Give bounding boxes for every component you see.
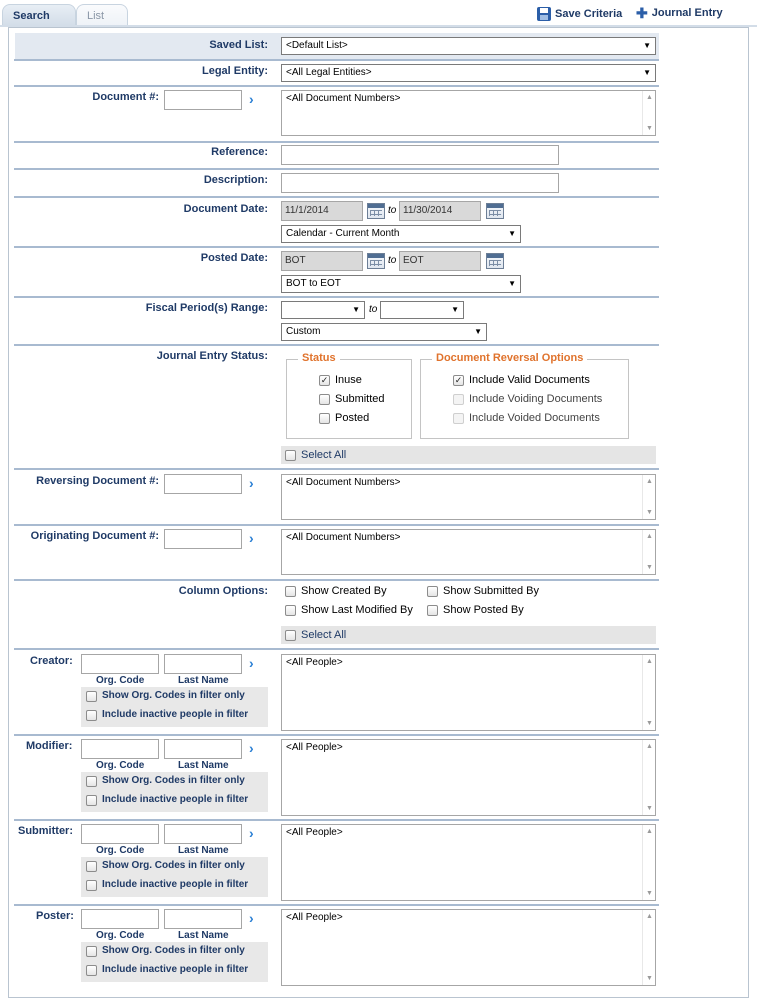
chevron-down-icon: ▼: [451, 305, 459, 314]
journal-entry-link[interactable]: [636, 7, 723, 19]
reversing-doc-input[interactable]: [164, 474, 242, 494]
to-label: to: [388, 205, 397, 216]
journal-entry-label: Journal Entry: [651, 7, 723, 19]
last-name-label: Last Name: [178, 760, 229, 771]
poster-org-code-input[interactable]: [81, 909, 159, 929]
divider: [14, 734, 659, 736]
divider: [14, 904, 659, 906]
posted-from-input[interactable]: BOT: [281, 251, 363, 271]
save-criteria-label: Save Criteria: [555, 8, 623, 20]
posted-checkbox[interactable]: [319, 413, 330, 424]
creator-include-inactive-checkbox[interactable]: [86, 710, 97, 721]
org-code-label: Org. Code: [96, 675, 145, 686]
status-legend: Status: [298, 352, 340, 364]
show-created-by-checkbox[interactable]: [285, 586, 296, 597]
save-criteria-link[interactable]: [537, 7, 622, 21]
posted-label: Posted: [335, 412, 370, 424]
creator-show-org-codes-checkbox[interactable]: [86, 691, 97, 702]
modifier-org-code-input[interactable]: [81, 739, 159, 759]
reversal-legend: Document Reversal Options: [432, 352, 587, 364]
columns-select-all-checkbox[interactable]: [285, 630, 296, 641]
columns-select-all-label: Select All: [301, 629, 347, 641]
divider: [14, 59, 659, 61]
reference-label: Reference:: [211, 146, 268, 158]
doc-date-range-select[interactable]: Calendar - Current Month ▼: [281, 225, 521, 243]
poster-include-inactive-label: Include inactive people in filter: [102, 964, 249, 975]
chevron-down-icon: ▼: [643, 68, 651, 77]
tab-search[interactable]: Search: [2, 4, 76, 26]
org-code-label: Org. Code: [96, 760, 145, 771]
reversing-doc-list[interactable]: <All Document Numbers> ▲ ▼: [281, 474, 656, 520]
originating-doc-input[interactable]: [164, 529, 242, 549]
submitter-include-inactive-checkbox[interactable]: [86, 880, 97, 891]
posted-range-select[interactable]: BOT to EOT ▼: [281, 275, 521, 293]
document-num-label: Document #:: [92, 91, 159, 103]
valid-docs-checkbox[interactable]: ✓: [454, 375, 463, 385]
chevron-down-icon: ▼: [474, 327, 482, 336]
divider: [14, 344, 659, 346]
save-icon: [537, 7, 551, 21]
arrow-right-icon[interactable]: ›: [249, 655, 254, 671]
inuse-checkbox[interactable]: ✓: [320, 375, 329, 385]
modifier-last-name-input[interactable]: [164, 739, 242, 759]
modifier-people-list[interactable]: <All People> ▲ ▼: [281, 739, 656, 816]
modifier-show-org-codes-checkbox[interactable]: [86, 776, 97, 787]
divider: [14, 246, 659, 248]
chevron-down-icon: ▼: [352, 305, 360, 314]
divider: [14, 468, 659, 470]
description-input[interactable]: [281, 173, 559, 193]
chevron-down-icon: ▼: [508, 279, 516, 288]
last-name-label: Last Name: [178, 675, 229, 686]
show-submitted-by-label: Show Submitted By: [443, 585, 539, 597]
show-posted-by-label: Show Posted By: [443, 604, 524, 616]
reversing-doc-label: Reversing Document #:: [36, 475, 159, 487]
divider: [14, 141, 659, 143]
chevron-down-icon: ▼: [508, 229, 516, 238]
voided-docs-label: Include Voided Documents: [469, 412, 600, 424]
legal-entity-label: Legal Entity:: [201, 65, 268, 77]
document-date-label: Document Date:: [183, 203, 268, 215]
posted-date-label: Posted Date:: [200, 252, 268, 264]
last-name-label: Last Name: [178, 930, 229, 941]
poster-last-name-input[interactable]: [164, 909, 242, 929]
modifier-show-org-codes-label: Show Org. Codes in filter only: [102, 775, 245, 786]
creator-last-name-input[interactable]: [164, 654, 242, 674]
submitter-include-inactive-label: Include inactive people in filter: [102, 879, 249, 890]
submitter-people-list[interactable]: <All People> ▲ ▼: [281, 824, 656, 901]
show-posted-by-checkbox[interactable]: [427, 605, 438, 616]
modifier-include-inactive-checkbox[interactable]: [86, 795, 97, 806]
voiding-docs-label: Include Voiding Documents: [469, 393, 603, 405]
submitter-show-org-codes-checkbox[interactable]: [86, 861, 97, 872]
originating-doc-label: Originating Document #:: [30, 530, 159, 542]
fiscal-period-label: Fiscal Period(s) Range:: [145, 302, 268, 314]
voiding-docs-checkbox[interactable]: [453, 394, 464, 405]
creator-org-code-input[interactable]: [81, 654, 159, 674]
poster-include-inactive-checkbox[interactable]: [86, 965, 97, 976]
column-options-label: Column Options:: [178, 585, 268, 597]
fiscal-to-select[interactable]: [380, 301, 464, 319]
creator-include-inactive-label: Include inactive people in filter: [102, 709, 249, 720]
doc-date-to-input[interactable]: 11/30/2014: [399, 201, 481, 221]
last-name-label: Last Name: [178, 845, 229, 856]
divider: [14, 579, 659, 581]
description-label: Description:: [203, 174, 268, 186]
posted-to-input[interactable]: EOT: [399, 251, 481, 271]
calendar-icon[interactable]: [486, 203, 504, 219]
creator-people-list[interactable]: <All People> ▲ ▼: [281, 654, 656, 731]
divider: [14, 819, 659, 821]
creator-show-org-codes-label: Show Org. Codes in filter only: [102, 690, 245, 701]
originating-doc-list[interactable]: <All Document Numbers> ▲ ▼: [281, 529, 656, 575]
divider: [14, 85, 659, 87]
modifier-include-inactive-label: Include inactive people in filter: [102, 794, 249, 805]
voided-docs-checkbox[interactable]: [453, 413, 464, 424]
show-last-modified-by-checkbox[interactable]: [285, 605, 296, 616]
arrow-right-icon[interactable]: ›: [249, 91, 254, 107]
divider: [14, 196, 659, 198]
divider: [14, 648, 659, 650]
valid-docs-label: Include Valid Documents: [469, 374, 590, 386]
journal-status-label: Journal Entry Status:: [156, 350, 268, 362]
to-label: to: [388, 255, 397, 266]
doc-date-from-input[interactable]: 11/1/2014: [281, 201, 363, 221]
chevron-down-icon: ▼: [643, 41, 651, 50]
calendar-icon[interactable]: [367, 253, 385, 269]
submitter-last-name-input[interactable]: [164, 824, 242, 844]
to-label: to: [369, 304, 378, 315]
calendar-icon[interactable]: [367, 203, 385, 219]
poster-show-org-codes-label: Show Org. Codes in filter only: [102, 945, 245, 956]
divider: [14, 296, 659, 298]
submitter-label: Submitter:: [18, 825, 73, 837]
show-submitted-by-checkbox[interactable]: [427, 586, 438, 597]
saved-list-select[interactable]: <Default List> ▼: [281, 37, 656, 55]
document-num-input[interactable]: [164, 90, 242, 110]
arrow-right-icon[interactable]: ›: [249, 530, 254, 546]
document-num-list[interactable]: <All Document Numbers> ▲ ▼: [281, 90, 656, 136]
divider: [14, 168, 659, 170]
plus-icon: ✚: [636, 5, 648, 21]
reference-input[interactable]: [281, 145, 559, 165]
poster-label: Poster:: [36, 910, 74, 922]
org-code-label: Org. Code: [96, 930, 145, 941]
creator-label: Creator:: [30, 655, 73, 667]
submitter-show-org-codes-label: Show Org. Codes in filter only: [102, 860, 245, 871]
show-last-modified-by-label: Show Last Modified By: [301, 604, 413, 616]
status-select-all-label: Select All: [301, 449, 347, 461]
calendar-icon[interactable]: [486, 253, 504, 269]
saved-list-label: Saved List:: [209, 39, 268, 51]
org-code-label: Org. Code: [96, 845, 145, 856]
submitter-org-code-input[interactable]: [81, 824, 159, 844]
status-select-all-checkbox[interactable]: [285, 450, 296, 461]
arrow-right-icon[interactable]: ›: [249, 475, 254, 491]
arrow-right-icon[interactable]: ›: [249, 740, 254, 756]
submitted-label: Submitted: [335, 393, 385, 405]
divider: [14, 524, 659, 526]
modifier-label: Modifier:: [26, 740, 73, 752]
arrow-right-icon[interactable]: ›: [249, 910, 254, 926]
poster-show-org-codes-checkbox[interactable]: [86, 946, 97, 957]
legal-entity-select[interactable]: <All Legal Entities> ▼: [281, 64, 656, 82]
show-created-by-label: Show Created By: [301, 585, 387, 597]
fiscal-from-select[interactable]: [281, 301, 365, 319]
fiscal-range-select[interactable]: Custom ▼: [281, 323, 487, 341]
arrow-right-icon[interactable]: ›: [249, 825, 254, 841]
poster-people-list[interactable]: <All People> ▲ ▼: [281, 909, 656, 986]
tab-list[interactable]: List: [76, 4, 128, 26]
submitted-checkbox[interactable]: [319, 394, 330, 405]
inuse-label: Inuse: [335, 374, 362, 386]
